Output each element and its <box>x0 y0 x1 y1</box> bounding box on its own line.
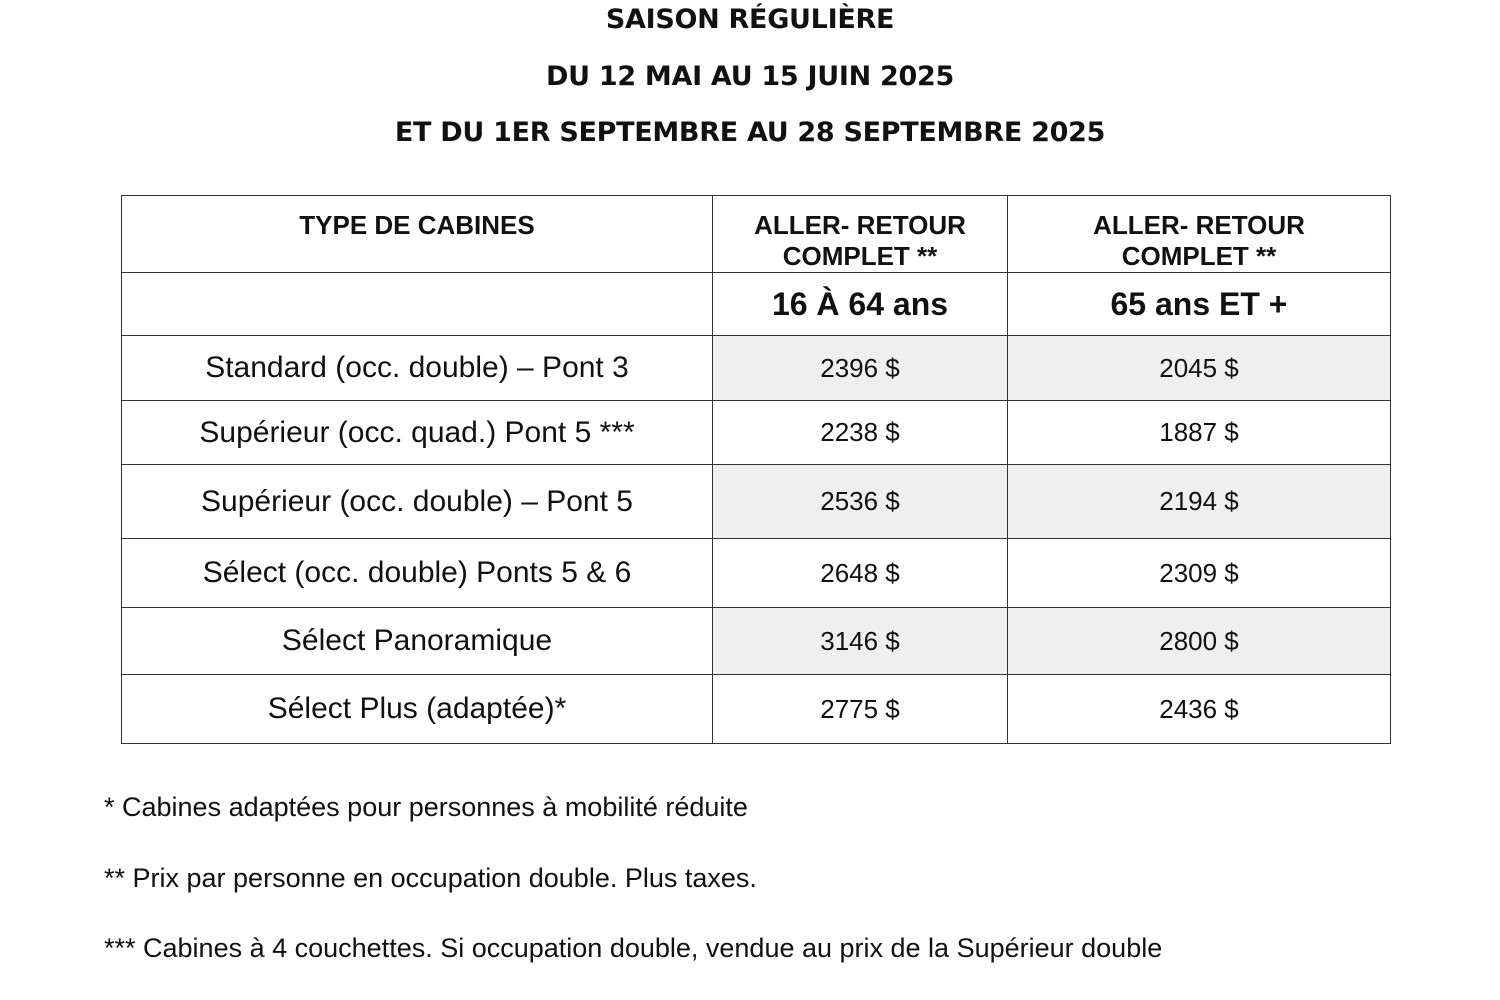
header-price-senior-line-2: COMPLET ** <box>1121 241 1277 271</box>
footnote-adapted-cabins: * Cabines adaptées pour personnes à mobilité réduite <box>104 792 748 822</box>
season-dates-line-2: ET DU 1ER SEPTEMBRE AU 28 SEPTEMBRE 2025 <box>394 117 1106 148</box>
cabin-type-cell: Supérieur (occ. quad.) Pont 5 *** <box>122 401 713 465</box>
footnote-four-berth-cabins: *** Cabines à 4 couchettes. Si occupation double, vendue au prix de la Supérieur double <box>104 933 1163 963</box>
season-title: SAISON RÉGULIÈRE <box>605 4 895 35</box>
cabin-type-cell: Sélect Panoramique <box>122 608 713 675</box>
cabin-type-cell: Standard (occ. double) – Pont 3 <box>122 336 713 401</box>
table-row <box>122 336 1391 401</box>
price-adult-cell: 3146 $ <box>713 608 1008 675</box>
price-adult-cell: 2536 $ <box>713 465 1008 539</box>
age-group-senior: 65 ans ET + <box>1008 273 1391 336</box>
price-adult-cell: 2648 $ <box>713 539 1008 608</box>
age-group-adult: 16 À 64 ans <box>713 273 1008 336</box>
price-senior-cell: 1887 $ <box>1008 401 1391 465</box>
table-row <box>122 608 1391 675</box>
price-adult-cell: 2775 $ <box>713 675 1008 744</box>
age-group-empty-cell <box>122 273 713 336</box>
price-senior-cell: 2309 $ <box>1008 539 1391 608</box>
table-row <box>122 539 1391 608</box>
header-price-adult-line-2: COMPLET ** <box>782 241 938 271</box>
header-price-adult-line-1: ALLER- RETOUR <box>754 210 966 240</box>
cabin-price-table <box>121 195 1391 744</box>
table-row <box>122 465 1391 539</box>
header-cabin-type <box>122 196 713 273</box>
table-header-row <box>122 196 1391 273</box>
cabin-type-cell: Sélect (occ. double) Ponts 5 & 6 <box>122 539 713 608</box>
price-senior-cell: 2194 $ <box>1008 465 1391 539</box>
header-price-adult <box>713 196 1008 273</box>
header-cabin-type-label: TYPE DE CABINES <box>299 210 535 240</box>
season-dates-line-1: DU 12 MAI AU 15 JUIN 2025 <box>546 61 954 92</box>
price-senior-cell: 2436 $ <box>1008 675 1391 744</box>
price-adult-cell: 2396 $ <box>713 336 1008 401</box>
age-group-row <box>122 273 1391 336</box>
cabin-type-cell: Supérieur (occ. double) – Pont 5 <box>122 465 713 539</box>
price-adult-cell: 2238 $ <box>713 401 1008 465</box>
cabin-type-cell: Sélect Plus (adaptée)* <box>122 675 713 744</box>
price-senior-cell: 2800 $ <box>1008 608 1391 675</box>
footnote-price-per-person: ** Prix par personne en occupation double. Plus taxes. <box>104 863 757 893</box>
header-price-senior-line-1: ALLER- RETOUR <box>1093 210 1305 240</box>
table-row <box>122 675 1391 744</box>
table-row <box>122 401 1391 465</box>
header-price-senior <box>1008 196 1391 273</box>
price-senior-cell: 2045 $ <box>1008 336 1391 401</box>
